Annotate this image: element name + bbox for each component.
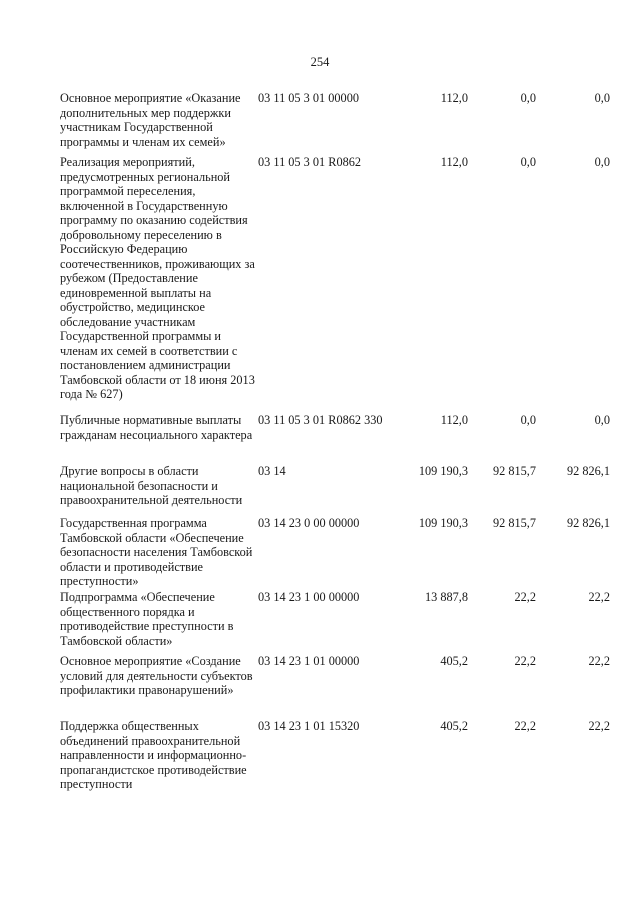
row-description: Публичные нормативные выплаты гражданам несоциального характера	[60, 413, 253, 442]
row-code: 03 11 05 3 01 R0862 330	[258, 413, 383, 427]
row-description: Поддержка общественных объединений правоохранительной направленности и информационно-пропагандистское противодействие преступности	[60, 719, 247, 791]
row-value-1: 405,2	[440, 719, 468, 733]
row-value-1: 109 190,3	[418, 516, 468, 530]
row-value-3: 22,2	[588, 719, 610, 733]
row-code: 03 14 23 1 01 00000	[258, 654, 360, 668]
row-value-1: 112,0	[440, 155, 468, 169]
row-value-1: 13 887,8	[424, 590, 468, 604]
row-code: 03 14 23 0 00 00000	[258, 516, 360, 530]
row-value-3: 0,0	[594, 155, 610, 169]
row-value-3: 0,0	[594, 413, 610, 427]
row-code: 03 14 23 1 01 15320	[258, 719, 360, 733]
row-description: Другие вопросы в области национальной безопасности и правоохранительной деятельности	[60, 464, 243, 507]
row-value-2: 0,0	[520, 91, 536, 105]
row-value-3: 92 826,1	[566, 464, 610, 478]
row-value-1: 109 190,3	[418, 464, 468, 478]
row-value-2: 92 815,7	[492, 464, 536, 478]
page-number: 254	[310, 55, 330, 69]
row-value-1: 405,2	[440, 654, 468, 668]
row-code: 03 14	[258, 464, 286, 478]
row-description: Основное мероприятие «Оказание дополнительных мер поддержки участникам Государственной программы и членам их семей»	[60, 91, 241, 149]
row-value-2: 92 815,7	[492, 516, 536, 530]
row-value-3: 22,2	[588, 654, 610, 668]
row-value-3: 92 826,1	[566, 516, 610, 530]
row-value-2: 0,0	[520, 155, 536, 169]
row-value-1: 112,0	[440, 91, 468, 105]
row-description: Государственная программа Тамбовской области «Обеспечение безопасности населения Тамбовской области и противодействие преступности»	[60, 516, 253, 588]
row-description: Реализация мероприятий, предусмотренных региональной программой переселения, включенной в Государственную программу по оказанию содействия добровольному переселению в Российскую Федерацию соотечественников, проживающих за рубежом (Предоставление единовременной выплаты на обустройство, медицинское обследование участникам Государственной программы и членам их семей в соответствии с постановлением администрации Тамбовской области от 18 июня 2013 года № 627)	[60, 155, 255, 401]
row-description: Основное мероприятие «Создание условий для деятельности субъектов профилактики правонарушений»	[60, 654, 253, 697]
row-value-2: 22,2	[514, 590, 536, 604]
row-value-1: 112,0	[440, 413, 468, 427]
row-code: 03 11 05 3 01 00000	[258, 91, 359, 105]
row-code: 03 14 23 1 00 00000	[258, 590, 360, 604]
row-value-2: 0,0	[520, 413, 536, 427]
row-description: Подпрограмма «Обеспечение общественного порядка и противодействие преступности в Тамбовской области»	[60, 590, 234, 648]
row-value-2: 22,2	[514, 719, 536, 733]
row-value-2: 22,2	[514, 654, 536, 668]
row-value-3: 22,2	[588, 590, 610, 604]
row-value-3: 0,0	[594, 91, 610, 105]
row-code: 03 11 05 3 01 R0862	[258, 155, 362, 169]
